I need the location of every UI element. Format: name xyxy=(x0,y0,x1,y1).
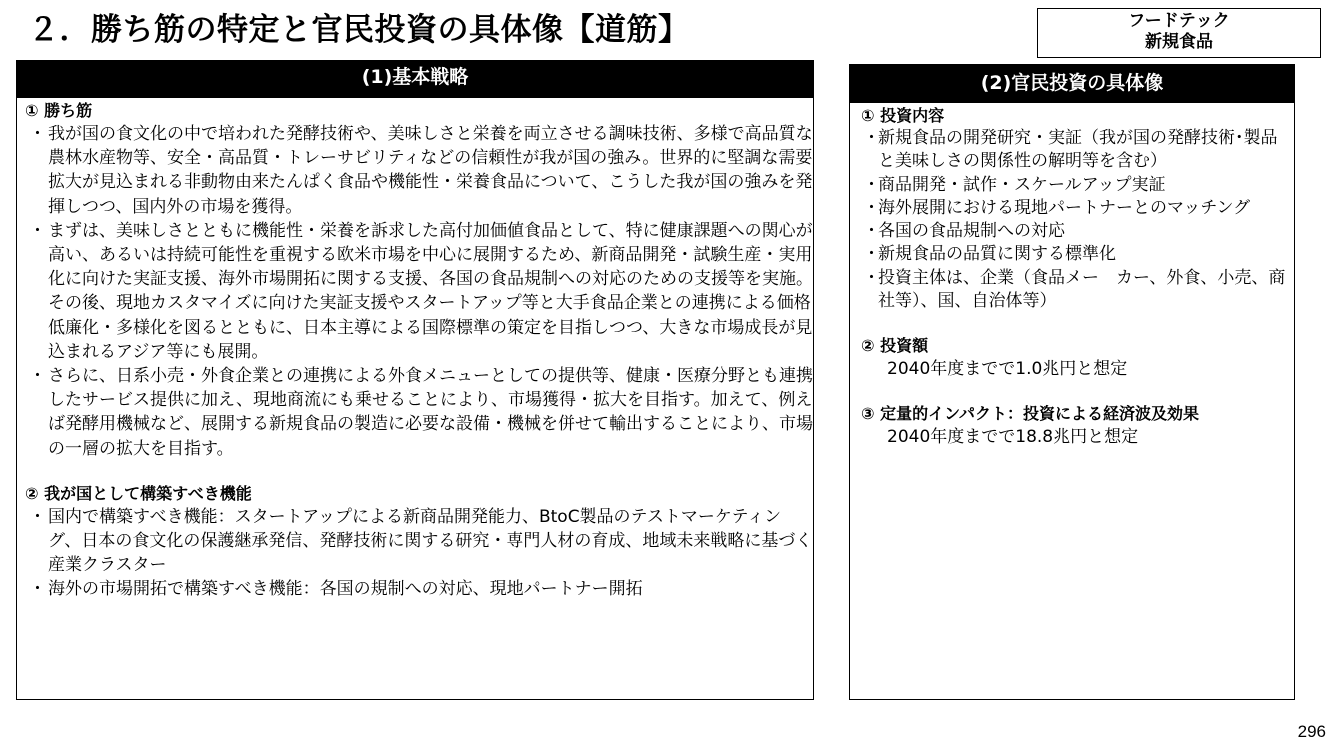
category-tag-line1: フードテック xyxy=(1128,11,1230,31)
investment-panel xyxy=(849,64,1295,700)
list-item: ・ 国内で構築すべき機能：スタートアップによる新商品開発能力、BtoC製品のテストマーケティング、日本の食文化の保護継承発信、発酵技術に関する研究・専門人材の育成、地域未来戦略に基づく産業クラスター xyxy=(29,506,813,576)
category-tag xyxy=(1037,8,1321,58)
list-item: ・ 各国の食品規制への対応 xyxy=(863,221,1065,242)
list-item: ・ まずは、美味しさとともに機能性・栄養を訴求した高付加価値食品として、特に健康課題への関心が高い、あるいは持続可能性を重視する欧米市場を中心に展開するため、新商品開発・試験生産・実用化に向けた実証支援、海外市場開拓に関する支援、各国の食品規制への対応のための支援等を実施。その後、現地カスタマイズに向けた実証支援やスタートアップ等と大手食品企業との連携による価格低廉化・多様化を図るとともに、日本主導による国際標準の策定を目指しつつ、大きな市場成長が見込まれるアジア等にも展開。 xyxy=(29,220,813,362)
list-item: ・ さらに、日系小売・外食企業との連携による外食メニューとしての提供等、健康・医療分野とも連携したサービス提供に加え、現地商流にも乗せることにより、市場獲得・拡大を目指す。加えて、例えば発酵用機械など、展開する新規食品の製造に必要な設備・機械を併せて輸出することにより、市場の一層の拡大を目指す。 xyxy=(29,366,813,459)
list-item: ・ 新規食品の品質に関する標準化 xyxy=(863,244,1116,265)
investment-content-heading: ① 投資内容 xyxy=(861,106,945,125)
investment-amount-text: 2040年度までで1.0兆円と想定 xyxy=(887,359,1128,380)
list-item: ・ 商品開発・試作・スケールアップ実証 xyxy=(863,174,1166,195)
investment-amount-heading: ② 投資額 xyxy=(861,336,929,356)
winning-path-heading: ① 勝ち筋 xyxy=(25,101,93,120)
impact-text: 2040年度までで18.8兆円と想定 xyxy=(887,427,1139,448)
list-item: ・ 新規食品の開発研究・実証（我が国の発酵技術･製品と美味しさの関係性の解明等を含む） xyxy=(863,128,1278,172)
required-functions-list xyxy=(25,505,813,602)
basic-strategy-content xyxy=(17,98,813,602)
list-item: ・ 我が国の食文化の中で培われた発酵技術や、美味しさと栄養を両立させる調味技術、多様で高品質な農林水産物等、安全・高品質・トレーサビリティなどの信頼性が我が国の強み。世界的に堅調な需要拡大が見込まれる非動物由来たんぱく食品や機能性・栄養食品について、こうした我が国の強みを発揮しつつ、国内外の市場を獲得。 xyxy=(29,124,813,217)
basic-strategy-panel xyxy=(16,60,814,700)
list-item: ・ 海外展開における現地パートナーとのマッチング xyxy=(863,197,1251,218)
investment-header: (2)官民投資の具体像 xyxy=(850,65,1294,103)
list-item: ・ 投資主体は、企業（食品メー カー、外食、小売、商社等）、国、自治体等） xyxy=(863,267,1286,312)
list-item: ・ 海外の市場開拓で構築すべき機能：各国の規制への対応、現地パートナー開拓 xyxy=(29,579,643,600)
category-tag-line2: 新規食品 xyxy=(1145,32,1213,52)
page-number: 296 xyxy=(1297,722,1326,741)
winning-path-list xyxy=(25,122,813,461)
investment-content xyxy=(850,103,1294,449)
investment-content-list xyxy=(861,127,1294,313)
impact-heading: ③ 定量的インパクト：投資による経済波及効果 xyxy=(861,404,1199,424)
required-functions-heading: ② 我が国として構築すべき機能 xyxy=(25,483,252,503)
page-title: ２．勝ち筋の特定と官民投資の具体像【道筋】 xyxy=(28,12,690,48)
basic-strategy-header: (1)基本戦略 xyxy=(17,61,813,98)
